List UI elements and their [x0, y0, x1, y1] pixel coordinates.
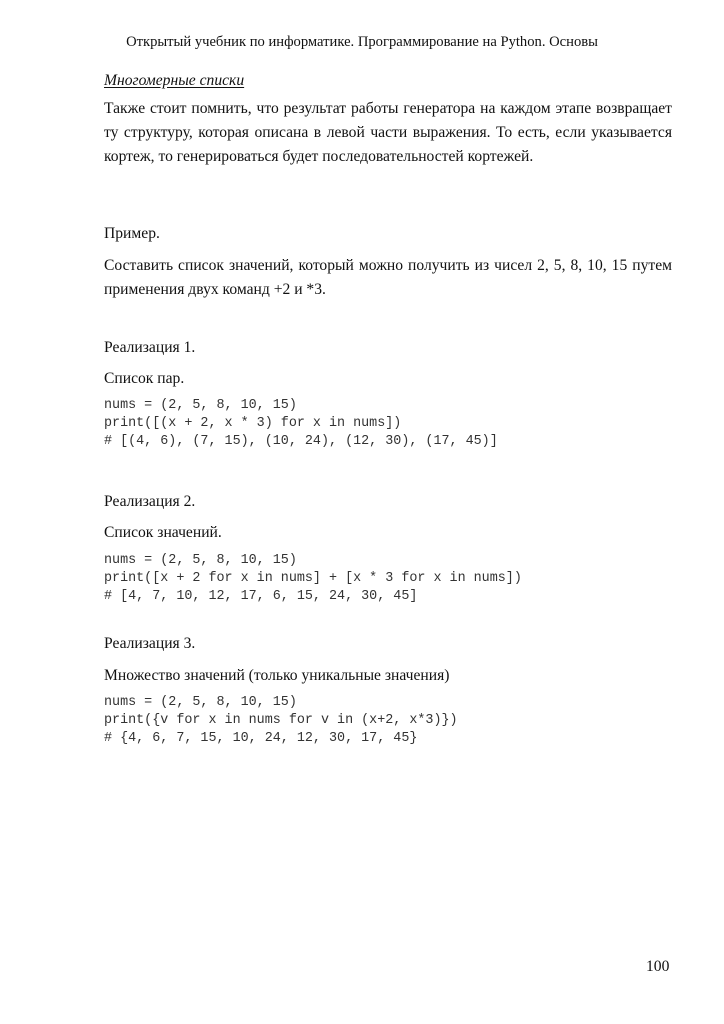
code-line: print([x + 2 for x in nums] + [x * 3 for x in nums]) — [104, 571, 522, 586]
example-task: Составить список значений, который можно получить из чисел 2, 5, 8, 10, 15 путем применения двух команд +2 и *3. — [104, 257, 672, 298]
code-line: nums = (2, 5, 8, 10, 15) — [104, 553, 297, 568]
section-title: Многомерные списки — [104, 72, 245, 89]
implementation-3-title: Реализация 3. — [104, 635, 196, 652]
page-header: Открытый учебник по информатике. Программирование на Python. Основы — [126, 34, 598, 50]
implementation-1-subtitle: Список пар. — [104, 370, 185, 387]
code-line: print({v for x in nums for v in (x+2, x*3)}) — [104, 713, 458, 728]
example-label: Пример. — [104, 225, 160, 242]
implementation-2-subtitle: Список значений. — [104, 524, 222, 541]
code-line: nums = (2, 5, 8, 10, 15) — [104, 695, 297, 710]
implementation-3-subtitle: Множество значений (только уникальные значения) — [104, 667, 450, 684]
implementation-2-title: Реализация 2. — [104, 493, 196, 510]
implementation-1-title: Реализация 1. — [104, 339, 196, 356]
code-line: print([(x + 2, x * 3) for x in nums]) — [104, 416, 402, 431]
code-line: # [4, 7, 10, 12, 17, 6, 15, 24, 30, 45] — [104, 589, 418, 604]
code-line: # [(4, 6), (7, 15), (10, 24), (12, 30), (17, 45)] — [104, 434, 498, 449]
code-line: nums = (2, 5, 8, 10, 15) — [104, 398, 297, 413]
code-line: # {4, 6, 7, 15, 10, 24, 12, 30, 17, 45} — [104, 731, 418, 746]
intro-paragraph: Также стоит помнить, что результат работы генератора на каждом этапе возвращает ту структуру, которая описана в левой части выражения. То есть, если указывается кортеж, то генерироваться будет последовательностей кортежей. — [104, 100, 672, 165]
page-number: 100 — [646, 958, 670, 975]
